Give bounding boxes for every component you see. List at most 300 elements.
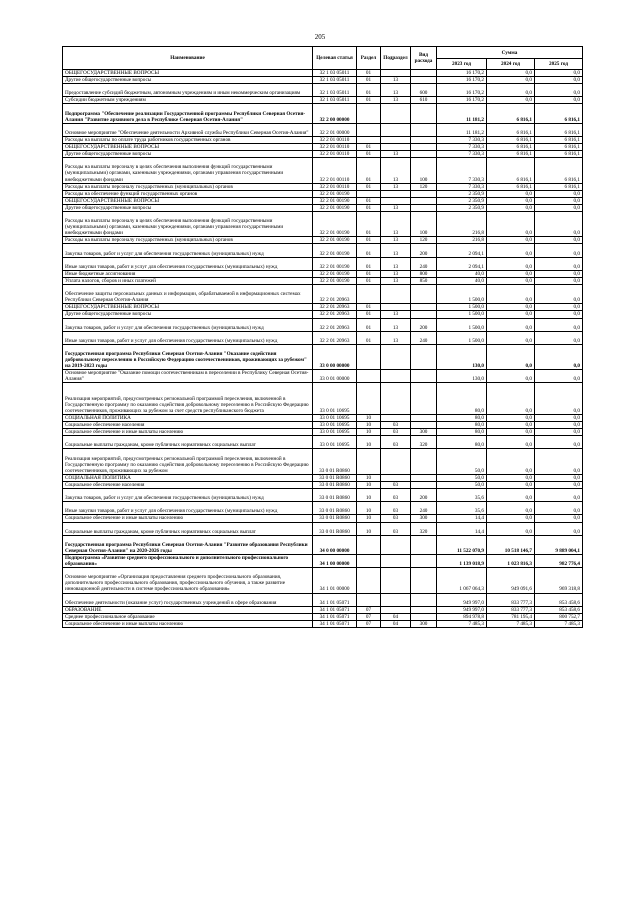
- cell-expense-type: [411, 613, 437, 620]
- cell-subsection: 13: [381, 311, 411, 318]
- table-row: [63, 270, 583, 277]
- cell-sum-2023: 1 139 018,9: [437, 554, 487, 567]
- cell-section: 01: [357, 311, 381, 318]
- cell-subsection: 13: [381, 151, 411, 158]
- table-row: [63, 613, 583, 620]
- cell-name: ОБРАЗОВАНИЕ: [63, 606, 313, 613]
- cell-name: Социальные выплаты гражданам, кроме публичных нормативных социальных выплат: [63, 436, 313, 449]
- table-row: [63, 620, 583, 627]
- cell-name: Расходы на выплаты персоналу государственных (муниципальных) органов: [63, 183, 313, 190]
- cell-section: 07: [357, 613, 381, 620]
- cell-section: 01: [357, 204, 381, 211]
- cell-sum-2023: 11 181,2: [437, 104, 487, 123]
- cell-subsection: [381, 70, 411, 77]
- cell-subsection: 13: [381, 204, 411, 211]
- cell-sum-2025: 0,0: [535, 429, 583, 436]
- cell-section: 01: [357, 144, 381, 151]
- cell-expense-type: 300: [411, 620, 437, 627]
- cell-section: 10: [357, 414, 381, 421]
- cell-sum-2025: 0,0: [535, 383, 583, 415]
- table-row: [63, 285, 583, 304]
- cell-name: Другие общегосударственные вопросы: [63, 151, 313, 158]
- cell-name: Закупка товаров, работ и услуг для обеспечения государственных (муниципальных) нужд: [63, 318, 313, 331]
- cell-sum-2024: 0,0: [487, 197, 535, 204]
- cell-target-article: 33 0 01 R0860: [313, 502, 357, 515]
- table-row: [63, 97, 583, 104]
- cell-target-article: 32 1 03 05011: [313, 84, 357, 97]
- cell-subsection: [381, 414, 411, 421]
- cell-sum-2025: 0,0: [535, 318, 583, 331]
- cell-sum-2024: 0,0: [487, 489, 535, 502]
- cell-subsection: [381, 104, 411, 123]
- cell-subsection: 04: [381, 620, 411, 627]
- cell-sum-2023: 14,4: [437, 515, 487, 522]
- cell-sum-2025: 6 816,1: [535, 123, 583, 136]
- cell-sum-2023: 11 181,2: [437, 123, 487, 136]
- cell-expense-type: [411, 136, 437, 143]
- cell-sum-2023: 35,6: [437, 502, 487, 515]
- cell-target-article: 33 0 01 10695: [313, 422, 357, 429]
- cell-name: Другие общегосударственные вопросы: [63, 204, 313, 211]
- cell-sum-2024: 0,0: [487, 190, 535, 197]
- cell-sum-2023: 11 522 070,9: [437, 535, 487, 554]
- cell-sum-2023: 80,0: [437, 429, 487, 436]
- cell-section: 01: [357, 270, 381, 277]
- cell-expense-type: [411, 123, 437, 136]
- cell-subsection: 03: [381, 481, 411, 488]
- cell-sum-2024: 0,0: [487, 257, 535, 270]
- cell-target-article: 34 1 01 05071: [313, 620, 357, 627]
- cell-section: [357, 344, 381, 369]
- cell-subsection: 13: [381, 212, 411, 237]
- cell-section: 10: [357, 429, 381, 436]
- cell-sum-2025: 0,0: [535, 522, 583, 535]
- cell-name: Иные закупки товаров, работ и услуг для обеспечения государственных (муниципальных) нужд: [63, 502, 313, 515]
- cell-section: 01: [357, 70, 381, 77]
- cell-sum-2023: 16 170,2: [437, 97, 487, 104]
- cell-section: [357, 568, 381, 593]
- table-row: [63, 383, 583, 415]
- cell-section: [357, 370, 381, 383]
- table-row: [63, 257, 583, 270]
- cell-name: Иные закупки товаров, работ и услуг для обеспечения государственных (муниципальных) нужд: [63, 331, 313, 344]
- cell-name: Социальное обеспечение и иные выплаты населению: [63, 620, 313, 627]
- cell-expense-type: 240: [411, 502, 437, 515]
- cell-section: 01: [357, 158, 381, 183]
- cell-sum-2025: 0,0: [535, 212, 583, 237]
- cell-sum-2025: 0,0: [535, 311, 583, 318]
- cell-sum-2023: 1 500,0: [437, 304, 487, 311]
- cell-sum-2025: 0,0: [535, 436, 583, 449]
- cell-sum-2025: 9 889 004,1: [535, 535, 583, 554]
- cell-name: Закупка товаров, работ и услуг для обеспечения государственных (муниципальных) нужд: [63, 244, 313, 257]
- cell-sum-2024: 781 195,4: [487, 613, 535, 620]
- table-row: [63, 331, 583, 344]
- cell-sum-2024: 6 816,1: [487, 104, 535, 123]
- cell-sum-2024: 0,0: [487, 84, 535, 97]
- cell-sum-2024: 0,0: [487, 277, 535, 284]
- cell-sum-2024: 0,0: [487, 318, 535, 331]
- cell-target-article: 32 1 03 05011: [313, 70, 357, 77]
- cell-sum-2023: 7 330,3: [437, 158, 487, 183]
- cell-subsection: [381, 449, 411, 474]
- cell-sum-2025: 0,0: [535, 237, 583, 244]
- cell-sum-2023: 50,0: [437, 449, 487, 474]
- cell-name: Расходы на выплаты по оплате труда работников государственных органов: [63, 136, 313, 143]
- cell-target-article: 33 0 01 R0860: [313, 474, 357, 481]
- cell-sum-2023: 7 485,3: [437, 620, 487, 627]
- cell-section: [357, 554, 381, 567]
- cell-sum-2023: 949 997,0: [437, 593, 487, 606]
- cell-sum-2025: 0,0: [535, 70, 583, 77]
- cell-expense-type: 200: [411, 489, 437, 502]
- cell-name: Подпрограмма "Обеспечение реализации Государственной программы Республики Северная Осетия-Алания "Развитие архивного дела в Республике Северная Осетия-Алания": [63, 104, 313, 123]
- cell-expense-type: 320: [411, 436, 437, 449]
- cell-subsection: 03: [381, 436, 411, 449]
- cell-target-article: 32 1 03 05011: [313, 97, 357, 104]
- header-year-2023: 2023 год: [437, 59, 487, 70]
- cell-sum-2024: 0,0: [487, 515, 535, 522]
- cell-sum-2023: 7 330,3: [437, 183, 487, 190]
- cell-subsection: 13: [381, 183, 411, 190]
- cell-sum-2023: 2 350,9: [437, 190, 487, 197]
- cell-sum-2025: 0,0: [535, 257, 583, 270]
- cell-target-article: 34 1 01 00000: [313, 568, 357, 593]
- cell-subsection: [381, 535, 411, 554]
- cell-sum-2023: 80,0: [437, 383, 487, 415]
- cell-subsection: [381, 144, 411, 151]
- cell-subsection: [381, 285, 411, 304]
- cell-expense-type: [411, 151, 437, 158]
- cell-sum-2025: 853 458,6: [535, 606, 583, 613]
- cell-expense-type: 240: [411, 257, 437, 270]
- cell-sum-2023: 1 500,0: [437, 318, 487, 331]
- cell-name: Другие общегосударственные вопросы: [63, 311, 313, 318]
- cell-target-article: 32 2 01 00110: [313, 151, 357, 158]
- cell-sum-2024: 0,0: [487, 429, 535, 436]
- cell-target-article: 32 2 01 00000: [313, 123, 357, 136]
- cell-subsection: 03: [381, 515, 411, 522]
- cell-name: Основное мероприятие "Обеспечение деятельности Архивной службы Республики Северная Осетия-Алания": [63, 123, 313, 136]
- cell-section: 01: [357, 304, 381, 311]
- cell-sum-2024: 6 816,1: [487, 158, 535, 183]
- cell-name: Субсидии бюджетным учреждениям: [63, 97, 313, 104]
- cell-sum-2024: 0,0: [487, 436, 535, 449]
- cell-expense-type: [411, 414, 437, 421]
- budget-table: [62, 46, 583, 628]
- cell-name: ОБЩЕГОСУДАРСТВЕННЫЕ ВОПРОСЫ: [63, 304, 313, 311]
- cell-sum-2024: 0,0: [487, 97, 535, 104]
- cell-expense-type: 100: [411, 212, 437, 237]
- cell-sum-2023: 16 170,2: [437, 70, 487, 77]
- cell-target-article: 32 2 01 20963: [313, 304, 357, 311]
- cell-expense-type: [411, 606, 437, 613]
- table-row: [63, 204, 583, 211]
- cell-section: 01: [357, 197, 381, 204]
- cell-sum-2023: 50,0: [437, 481, 487, 488]
- cell-expense-type: 200: [411, 244, 437, 257]
- cell-subsection: 04: [381, 613, 411, 620]
- cell-sum-2023: 7 330,3: [437, 144, 487, 151]
- cell-section: 01: [357, 257, 381, 270]
- cell-target-article: 32 2 01 00190: [313, 237, 357, 244]
- cell-target-article: 33 0 01 R0860: [313, 481, 357, 488]
- table-row: [63, 474, 583, 481]
- cell-sum-2025: 982 776,4: [535, 554, 583, 567]
- cell-section: 10: [357, 489, 381, 502]
- cell-sum-2024: 6 816,1: [487, 136, 535, 143]
- cell-sum-2024: 6 816,1: [487, 123, 535, 136]
- header-expense-type: Вид расхода: [411, 47, 437, 70]
- cell-section: 07: [357, 620, 381, 627]
- table-row: [63, 502, 583, 515]
- cell-sum-2025: 0,0: [535, 414, 583, 421]
- cell-target-article: 33 0 01 R0860: [313, 489, 357, 502]
- cell-expense-type: [411, 285, 437, 304]
- cell-name: Уплата налогов, сборов и иных платежей: [63, 277, 313, 284]
- cell-target-article: 34 1 01 05071: [313, 593, 357, 606]
- cell-sum-2023: 50,0: [437, 474, 487, 481]
- table-row: [63, 144, 583, 151]
- cell-sum-2025: 0,0: [535, 190, 583, 197]
- cell-target-article: 33 0 01 10695: [313, 436, 357, 449]
- cell-sum-2025: 0,0: [535, 285, 583, 304]
- cell-sum-2024: 6 816,1: [487, 151, 535, 158]
- table-row: [63, 593, 583, 606]
- cell-target-article: 32 2 01 20963: [313, 311, 357, 318]
- cell-expense-type: [411, 593, 437, 606]
- cell-section: 01: [357, 84, 381, 97]
- cell-section: 10: [357, 436, 381, 449]
- cell-expense-type: 120: [411, 237, 437, 244]
- cell-expense-type: 240: [411, 331, 437, 344]
- cell-target-article: 32 2 01 00190: [313, 197, 357, 204]
- cell-sum-2024: 0,0: [487, 285, 535, 304]
- cell-sum-2025: 800 752,7: [535, 613, 583, 620]
- cell-sum-2023: 2 094,1: [437, 244, 487, 257]
- cell-subsection: 13: [381, 257, 411, 270]
- cell-section: [357, 593, 381, 606]
- cell-target-article: 34 1 01 05071: [313, 606, 357, 613]
- cell-section: 01: [357, 212, 381, 237]
- cell-sum-2024: 0,0: [487, 344, 535, 369]
- cell-sum-2025: 0,0: [535, 270, 583, 277]
- cell-target-article: 34 1 01 05071: [313, 613, 357, 620]
- table-row: [63, 414, 583, 421]
- table-row: [63, 304, 583, 311]
- cell-name: Социальные выплаты гражданам, кроме публичных нормативных социальных выплат: [63, 522, 313, 535]
- cell-subsection: [381, 593, 411, 606]
- cell-sum-2025: 0,0: [535, 204, 583, 211]
- cell-subsection: [381, 606, 411, 613]
- cell-section: [357, 449, 381, 474]
- cell-sum-2024: 0,0: [487, 383, 535, 415]
- cell-sum-2025: 6 816,1: [535, 151, 583, 158]
- cell-name: Обеспечение деятельности (оказание услуг) государственных учреждений в сфере образования: [63, 593, 313, 606]
- header-section: Раздел: [357, 47, 381, 70]
- cell-name: ОБЩЕГОСУДАРСТВЕННЫЕ ВОПРОСЫ: [63, 197, 313, 204]
- cell-section: 01: [357, 318, 381, 331]
- cell-subsection: [381, 370, 411, 383]
- cell-subsection: 03: [381, 429, 411, 436]
- cell-target-article: 32 2 01 00190: [313, 270, 357, 277]
- cell-sum-2024: 1 023 816,3: [487, 554, 535, 567]
- cell-sum-2024: 0,0: [487, 370, 535, 383]
- cell-expense-type: [411, 422, 437, 429]
- cell-section: [357, 383, 381, 415]
- cell-subsection: [381, 304, 411, 311]
- cell-name: Социальное обеспечение населения: [63, 422, 313, 429]
- table-row: [63, 318, 583, 331]
- cell-expense-type: 600: [411, 84, 437, 97]
- cell-sum-2024: 0,0: [487, 502, 535, 515]
- cell-name: Среднее профессиональное образование: [63, 613, 313, 620]
- table-row: [63, 77, 583, 84]
- header-subsection: Подраздел: [381, 47, 411, 70]
- cell-name: Социальное обеспечение и иные выплаты населению: [63, 515, 313, 522]
- cell-sum-2023: 35,6: [437, 489, 487, 502]
- cell-sum-2024: 6 816,1: [487, 183, 535, 190]
- cell-sum-2023: 16 170,2: [437, 77, 487, 84]
- cell-sum-2025: 6 816,1: [535, 136, 583, 143]
- cell-target-article: 32 2 01 00190: [313, 257, 357, 270]
- cell-expense-type: [411, 144, 437, 151]
- cell-target-article: 33 0 01 R0860: [313, 449, 357, 474]
- cell-name: Реализация мероприятий, предусмотренных региональной программой переселения, включенной в Государственную программу по оказанию содействия добровольному переселению в Российскую Федерацию соотечественников, проживающих за рубежом: [63, 449, 313, 474]
- cell-sum-2023: 216,8: [437, 237, 487, 244]
- cell-sum-2023: 80,0: [437, 422, 487, 429]
- cell-expense-type: [411, 70, 437, 77]
- cell-section: 10: [357, 422, 381, 429]
- cell-sum-2023: 80,0: [437, 414, 487, 421]
- table-row: [63, 183, 583, 190]
- cell-sum-2023: 1 500,0: [437, 311, 487, 318]
- cell-section: 01: [357, 151, 381, 158]
- cell-expense-type: 300: [411, 429, 437, 436]
- cell-sum-2025: 853 458,6: [535, 593, 583, 606]
- cell-name: Подпрограмма «Развитие среднего профессионального и дополнительного профессионального образования»: [63, 554, 313, 567]
- table-row: [63, 123, 583, 136]
- page-number: 205: [314, 33, 326, 41]
- table-row: [63, 212, 583, 237]
- table-row: [63, 370, 583, 383]
- cell-expense-type: [411, 77, 437, 84]
- cell-expense-type: [411, 204, 437, 211]
- cell-section: 01: [357, 244, 381, 257]
- cell-target-article: 33 0 01 R0860: [313, 515, 357, 522]
- cell-sum-2025: 0,0: [535, 481, 583, 488]
- cell-subsection: [381, 568, 411, 593]
- table-row: [63, 568, 583, 593]
- cell-target-article: 32 2 01 20963: [313, 331, 357, 344]
- cell-target-article: 32 2 01 00190: [313, 204, 357, 211]
- cell-sum-2023: 1 500,0: [437, 331, 487, 344]
- cell-sum-2025: 6 816,1: [535, 158, 583, 183]
- cell-sum-2024: 10 518 146,7: [487, 535, 535, 554]
- table-row: [63, 344, 583, 369]
- table-row: [63, 104, 583, 123]
- cell-name: СОЦИАЛЬНАЯ ПОЛИТИКА: [63, 414, 313, 421]
- cell-sum-2025: 6 816,1: [535, 144, 583, 151]
- cell-target-article: 32 2 01 00110: [313, 136, 357, 143]
- cell-expense-type: [411, 190, 437, 197]
- cell-subsection: [381, 197, 411, 204]
- cell-sum-2024: 0,0: [487, 204, 535, 211]
- cell-sum-2023: 130,0: [437, 370, 487, 383]
- cell-section: 01: [357, 331, 381, 344]
- cell-sum-2025: 0,0: [535, 331, 583, 344]
- cell-target-article: 32 2 01 00110: [313, 158, 357, 183]
- table-row: [63, 429, 583, 436]
- cell-name: Реализация мероприятий, предусмотренных региональной программой переселения, включенной в Государственную программу по оказанию содействия добровольному переселению в Российскую Федерацию соотечественников, проживающих за рубежом за счет средств республиканского бюджета: [63, 383, 313, 415]
- cell-name: Другие общегосударственные вопросы: [63, 77, 313, 84]
- table-row: [63, 554, 583, 567]
- cell-target-article: 33 0 00 00000: [313, 344, 357, 369]
- table-row: [63, 84, 583, 97]
- cell-section: [357, 535, 381, 554]
- cell-name: Основное мероприятие "Оказание помощи соотечественникам в переселении в Республику Северная Осетия-Алания": [63, 370, 313, 383]
- cell-subsection: [381, 383, 411, 415]
- cell-target-article: 33 0 01 10695: [313, 429, 357, 436]
- table-row: [63, 515, 583, 522]
- header-year-2024: 2024 год: [487, 59, 535, 70]
- cell-sum-2025: 0,0: [535, 449, 583, 474]
- cell-sum-2023: 949 997,0: [437, 606, 487, 613]
- cell-target-article: 32 2 00 00000: [313, 104, 357, 123]
- cell-expense-type: [411, 304, 437, 311]
- table-row: [63, 535, 583, 554]
- cell-target-article: 33 0 01 R0860: [313, 522, 357, 535]
- cell-sum-2025: 0,0: [535, 197, 583, 204]
- table-row: [63, 481, 583, 488]
- cell-sum-2024: 0,0: [487, 70, 535, 77]
- table-row: [63, 522, 583, 535]
- cell-expense-type: [411, 554, 437, 567]
- cell-name: Обеспечение защиты персональных данных и информации, обрабатываемой в информационных системах Республики Северная Осетия-Алания: [63, 285, 313, 304]
- cell-name: Основное мероприятие «Организация предоставления среднего профессионального образования, дополнительного профессионального образования, профессионального обучения, а также развитие инновационной деятельности в системе профессионального образования»: [63, 568, 313, 593]
- cell-expense-type: [411, 311, 437, 318]
- cell-subsection: 13: [381, 237, 411, 244]
- cell-target-article: 32 2 01 00190: [313, 277, 357, 284]
- cell-expense-type: [411, 481, 437, 488]
- cell-name: СОЦИАЛЬНАЯ ПОЛИТИКА: [63, 474, 313, 481]
- cell-target-article: 34 0 00 00000: [313, 535, 357, 554]
- cell-sum-2023: 130,0: [437, 344, 487, 369]
- table-body: [63, 70, 583, 628]
- cell-target-article: 32 2 01 20963: [313, 285, 357, 304]
- cell-expense-type: [411, 535, 437, 554]
- cell-subsection: 03: [381, 422, 411, 429]
- table-row: [63, 277, 583, 284]
- cell-name: Закупка товаров, работ и услуг для обеспечения государственных (муниципальных) нужд: [63, 489, 313, 502]
- cell-expense-type: 200: [411, 318, 437, 331]
- cell-subsection: 03: [381, 502, 411, 515]
- cell-expense-type: [411, 104, 437, 123]
- cell-subsection: 13: [381, 244, 411, 257]
- cell-sum-2024: 0,0: [487, 311, 535, 318]
- cell-target-article: 32 2 01 00110: [313, 144, 357, 151]
- cell-section: 10: [357, 515, 381, 522]
- cell-section: [357, 123, 381, 136]
- cell-expense-type: [411, 383, 437, 415]
- cell-section: [357, 285, 381, 304]
- cell-expense-type: 850: [411, 277, 437, 284]
- cell-name: Государственная программа Республики Северная Осетия-Алания "Развитие образования Республики Северная Осетия-Алания" на 2020-2026 годы: [63, 535, 313, 554]
- cell-expense-type: 800: [411, 270, 437, 277]
- table-row: [63, 436, 583, 449]
- cell-sum-2024: 0,0: [487, 237, 535, 244]
- cell-sum-2024: 0,0: [487, 331, 535, 344]
